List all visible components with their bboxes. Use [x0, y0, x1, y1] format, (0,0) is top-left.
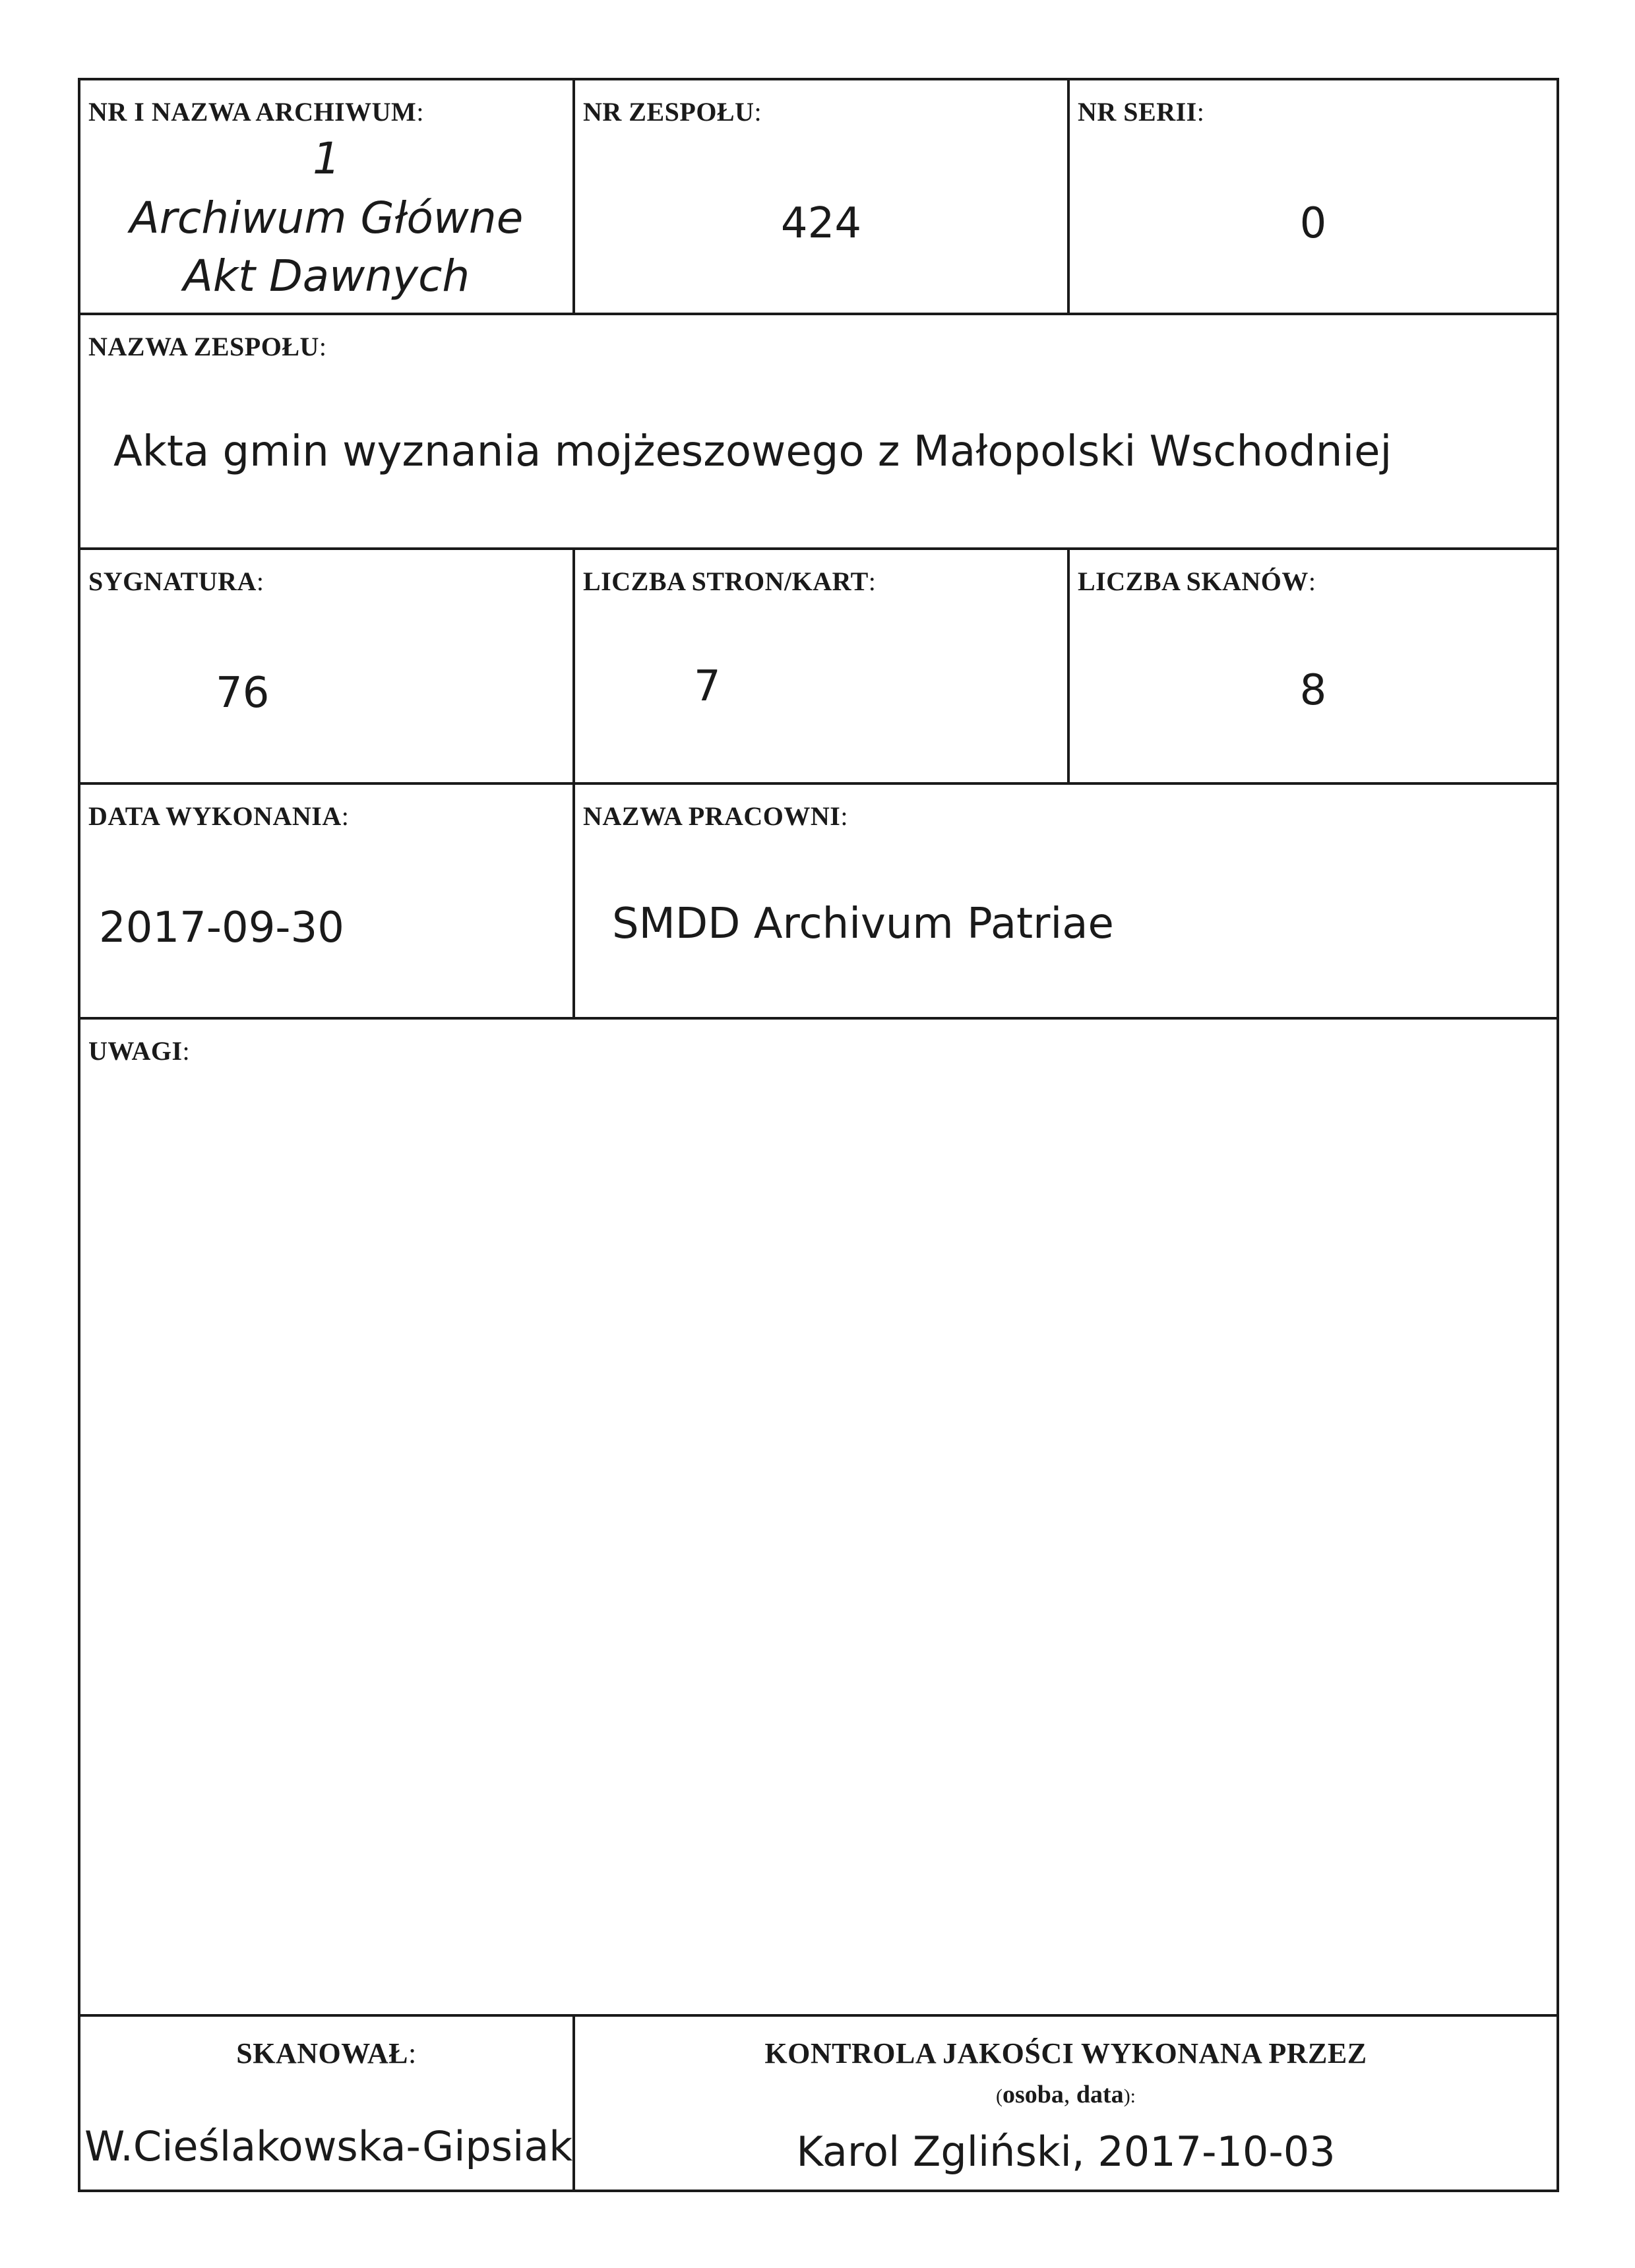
workshop-value: SMDD Archivum Patriae: [612, 900, 1114, 948]
pages-cell: [575, 550, 1070, 785]
fond-name-cell: [80, 315, 1557, 550]
remarks-cell: [80, 1020, 1557, 2017]
quality-control-sublabel: (osoba, data):: [995, 2081, 1136, 2108]
date-done-value: 2017-09-30: [99, 904, 344, 952]
fond-name-value: Akta gmin wyznania mojżeszowego z Małopolski Wschodniej: [113, 427, 1392, 476]
series-number-label: NR SERII:: [1078, 97, 1205, 127]
quality-control-cell: [575, 2017, 1557, 2190]
fond-number-label: NR ZESPOŁU:: [583, 97, 762, 127]
archive-name-line2: Akt Dawnych: [183, 251, 470, 301]
signature-value: 76: [216, 669, 270, 718]
archive-name-line1: Archiwum Główne: [129, 193, 524, 243]
scans-value: 8: [1299, 666, 1327, 715]
archive-number: 1: [313, 133, 340, 184]
workshop-cell: [575, 785, 1557, 1020]
pages-label: LICZBA STRON/KART:: [583, 567, 877, 596]
signature-cell: [80, 550, 575, 785]
pages-value: 7: [694, 662, 721, 711]
metadata-form: [78, 78, 1559, 2192]
archive-label: NR I NAZWA ARCHIWUM:: [88, 97, 424, 127]
fond-number-cell: [575, 80, 1070, 315]
fond-number-value: 424: [780, 199, 862, 248]
archive-cell: [80, 80, 575, 315]
scanned-by-label: SKANOWAŁ:: [236, 2037, 417, 2069]
remarks-label: UWAGI:: [88, 1036, 191, 1066]
series-number-cell: [1070, 80, 1557, 315]
workshop-label: NAZWA PRACOWNI:: [583, 801, 848, 831]
scans-label: LICZBA SKANÓW:: [1078, 567, 1316, 596]
date-done-label: DATA WYKONANIA:: [88, 801, 350, 831]
quality-control-value: Karol Zgliński, 2017-10-03: [796, 2128, 1336, 2176]
scanned-by-cell: [80, 2017, 575, 2190]
quality-control-label: KONTROLA JAKOŚCI WYKONANA PRZEZ: [764, 2037, 1367, 2069]
signature-label: SYGNATURA:: [88, 567, 264, 596]
scans-cell: [1070, 550, 1557, 785]
series-number-value: 0: [1299, 199, 1327, 248]
scanned-by-value: W.Cieślakowska-Gipsiak: [84, 2122, 573, 2170]
date-done-cell: [80, 785, 575, 1020]
fond-name-label: NAZWA ZESPOŁU:: [88, 332, 327, 361]
